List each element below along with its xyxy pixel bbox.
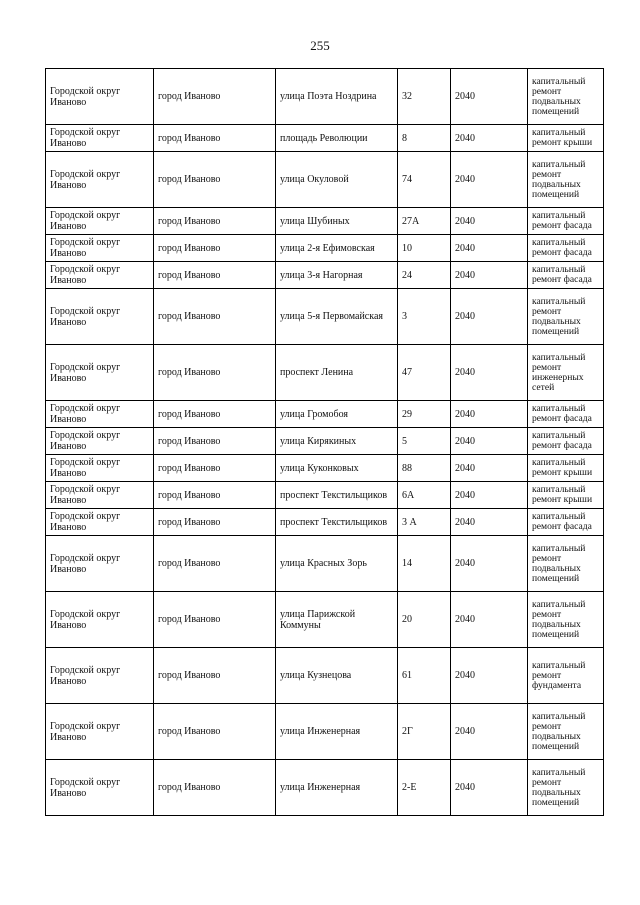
settlement-cell: город Иваново — [154, 235, 276, 262]
house-number-cell: 74 — [398, 152, 451, 208]
municipal-district-cell: Городской округ Иваново — [46, 208, 154, 235]
municipal-district-cell: Городской округ Иваново — [46, 345, 154, 401]
street-cell: улица 5-я Первомайская — [276, 289, 398, 345]
house-number-cell: 2Г — [398, 704, 451, 760]
table-row — [46, 401, 604, 428]
planned-year-cell: 2040 — [451, 125, 528, 152]
settlement-cell: город Иваново — [154, 536, 276, 592]
work-type-cell: капитальный ремонт фундамента — [528, 648, 604, 704]
planned-year-cell: 2040 — [451, 289, 528, 345]
planned-year-cell: 2040 — [451, 455, 528, 482]
house-number-cell: 27А — [398, 208, 451, 235]
house-number-cell: 61 — [398, 648, 451, 704]
street-cell: улица Инженерная — [276, 760, 398, 816]
municipal-district-cell: Городской округ Иваново — [46, 125, 154, 152]
work-type-cell: капитальный ремонт крыши — [528, 482, 604, 509]
municipal-district-cell: Городской округ Иваново — [46, 648, 154, 704]
settlement-cell: город Иваново — [154, 704, 276, 760]
municipal-district-cell: Городской округ Иваново — [46, 482, 154, 509]
street-cell: улица Кузнецова — [276, 648, 398, 704]
work-type-cell: капитальный ремонт инженерных сетей — [528, 345, 604, 401]
house-number-cell: 47 — [398, 345, 451, 401]
work-type-cell: капитальный ремонт подвальных помещений — [528, 69, 604, 125]
house-number-cell: 8 — [398, 125, 451, 152]
planned-year-cell: 2040 — [451, 509, 528, 536]
street-cell: улица Шубиных — [276, 208, 398, 235]
street-cell: улица 2-я Ефимовская — [276, 235, 398, 262]
house-number-cell: 10 — [398, 235, 451, 262]
settlement-cell: город Иваново — [154, 69, 276, 125]
work-type-cell: капитальный ремонт фасада — [528, 235, 604, 262]
table-row — [46, 509, 604, 536]
planned-year-cell: 2040 — [451, 345, 528, 401]
street-cell: улица 3-я Нагорная — [276, 262, 398, 289]
table-row — [46, 648, 604, 704]
planned-year-cell: 2040 — [451, 760, 528, 816]
street-cell: улица Парижской Коммуны — [276, 592, 398, 648]
house-number-cell: 88 — [398, 455, 451, 482]
house-number-cell: 32 — [398, 69, 451, 125]
table-row — [46, 482, 604, 509]
municipal-district-cell: Городской округ Иваново — [46, 455, 154, 482]
house-number-cell: 29 — [398, 401, 451, 428]
table-row — [46, 262, 604, 289]
planned-year-cell: 2040 — [451, 401, 528, 428]
street-cell: проспект Ленина — [276, 345, 398, 401]
work-type-cell: капитальный ремонт подвальных помещений — [528, 592, 604, 648]
work-type-cell: капитальный ремонт крыши — [528, 455, 604, 482]
settlement-cell: город Иваново — [154, 262, 276, 289]
planned-year-cell: 2040 — [451, 152, 528, 208]
street-cell: площадь Революции — [276, 125, 398, 152]
planned-year-cell: 2040 — [451, 208, 528, 235]
work-type-cell: капитальный ремонт фасада — [528, 401, 604, 428]
planned-year-cell: 2040 — [451, 262, 528, 289]
work-type-cell: капитальный ремонт фасада — [528, 428, 604, 455]
table-row — [46, 69, 604, 125]
table-row — [46, 208, 604, 235]
table-body — [46, 69, 604, 816]
street-cell: улица Громобоя — [276, 401, 398, 428]
planned-year-cell: 2040 — [451, 536, 528, 592]
settlement-cell: город Иваново — [154, 208, 276, 235]
planned-year-cell: 2040 — [451, 592, 528, 648]
settlement-cell: город Иваново — [154, 509, 276, 536]
house-number-cell: 20 — [398, 592, 451, 648]
municipal-district-cell: Городской округ Иваново — [46, 428, 154, 455]
work-type-cell: капитальный ремонт фасада — [528, 208, 604, 235]
street-cell: улица Красных Зорь — [276, 536, 398, 592]
table-row — [46, 152, 604, 208]
planned-year-cell: 2040 — [451, 235, 528, 262]
table-row — [46, 536, 604, 592]
street-cell: улица Инженерная — [276, 704, 398, 760]
table-row — [46, 428, 604, 455]
table-row — [46, 455, 604, 482]
settlement-cell: город Иваново — [154, 152, 276, 208]
street-cell: улица Куконковых — [276, 455, 398, 482]
house-number-cell: 14 — [398, 536, 451, 592]
house-number-cell: 6А — [398, 482, 451, 509]
work-type-cell: капитальный ремонт подвальных помещений — [528, 760, 604, 816]
settlement-cell: город Иваново — [154, 592, 276, 648]
table-row — [46, 125, 604, 152]
planned-year-cell: 2040 — [451, 69, 528, 125]
house-number-cell: 3 А — [398, 509, 451, 536]
settlement-cell: город Иваново — [154, 455, 276, 482]
settlement-cell: город Иваново — [154, 345, 276, 401]
house-number-cell: 2-Е — [398, 760, 451, 816]
planned-year-cell: 2040 — [451, 648, 528, 704]
street-cell: улица Поэта Ноздрина — [276, 69, 398, 125]
table-row — [46, 760, 604, 816]
settlement-cell: город Иваново — [154, 428, 276, 455]
work-type-cell: капитальный ремонт подвальных помещений — [528, 704, 604, 760]
municipal-district-cell: Городской округ Иваново — [46, 509, 154, 536]
street-cell: проспект Текстильщиков — [276, 482, 398, 509]
house-number-cell: 5 — [398, 428, 451, 455]
table-row — [46, 704, 604, 760]
table-row — [46, 235, 604, 262]
settlement-cell: город Иваново — [154, 289, 276, 345]
repair-schedule-table — [45, 68, 604, 816]
work-type-cell: капитальный ремонт подвальных помещений — [528, 289, 604, 345]
planned-year-cell: 2040 — [451, 428, 528, 455]
street-cell: улица Кирякиных — [276, 428, 398, 455]
work-type-cell: капитальный ремонт подвальных помещений — [528, 536, 604, 592]
settlement-cell: город Иваново — [154, 401, 276, 428]
municipal-district-cell: Городской округ Иваново — [46, 289, 154, 345]
work-type-cell: капитальный ремонт подвальных помещений — [528, 152, 604, 208]
work-type-cell: капитальный ремонт крыши — [528, 125, 604, 152]
municipal-district-cell: Городской округ Иваново — [46, 235, 154, 262]
municipal-district-cell: Городской округ Иваново — [46, 401, 154, 428]
municipal-district-cell: Городской округ Иваново — [46, 69, 154, 125]
planned-year-cell: 2040 — [451, 482, 528, 509]
municipal-district-cell: Городской округ Иваново — [46, 152, 154, 208]
planned-year-cell: 2040 — [451, 704, 528, 760]
work-type-cell: капитальный ремонт фасада — [528, 509, 604, 536]
settlement-cell: город Иваново — [154, 760, 276, 816]
table-row — [46, 289, 604, 345]
table-row — [46, 592, 604, 648]
house-number-cell: 24 — [398, 262, 451, 289]
house-number-cell: 3 — [398, 289, 451, 345]
municipal-district-cell: Городской округ Иваново — [46, 262, 154, 289]
settlement-cell: город Иваново — [154, 482, 276, 509]
settlement-cell: город Иваново — [154, 648, 276, 704]
settlement-cell: город Иваново — [154, 125, 276, 152]
municipal-district-cell: Городской округ Иваново — [46, 760, 154, 816]
table-row — [46, 345, 604, 401]
municipal-district-cell: Городской округ Иваново — [46, 704, 154, 760]
street-cell: улица Окуловой — [276, 152, 398, 208]
municipal-district-cell: Городской округ Иваново — [46, 536, 154, 592]
municipal-district-cell: Городской округ Иваново — [46, 592, 154, 648]
work-type-cell: капитальный ремонт фасада — [528, 262, 604, 289]
page-number: 255 — [310, 38, 330, 53]
street-cell: проспект Текстильщиков — [276, 509, 398, 536]
